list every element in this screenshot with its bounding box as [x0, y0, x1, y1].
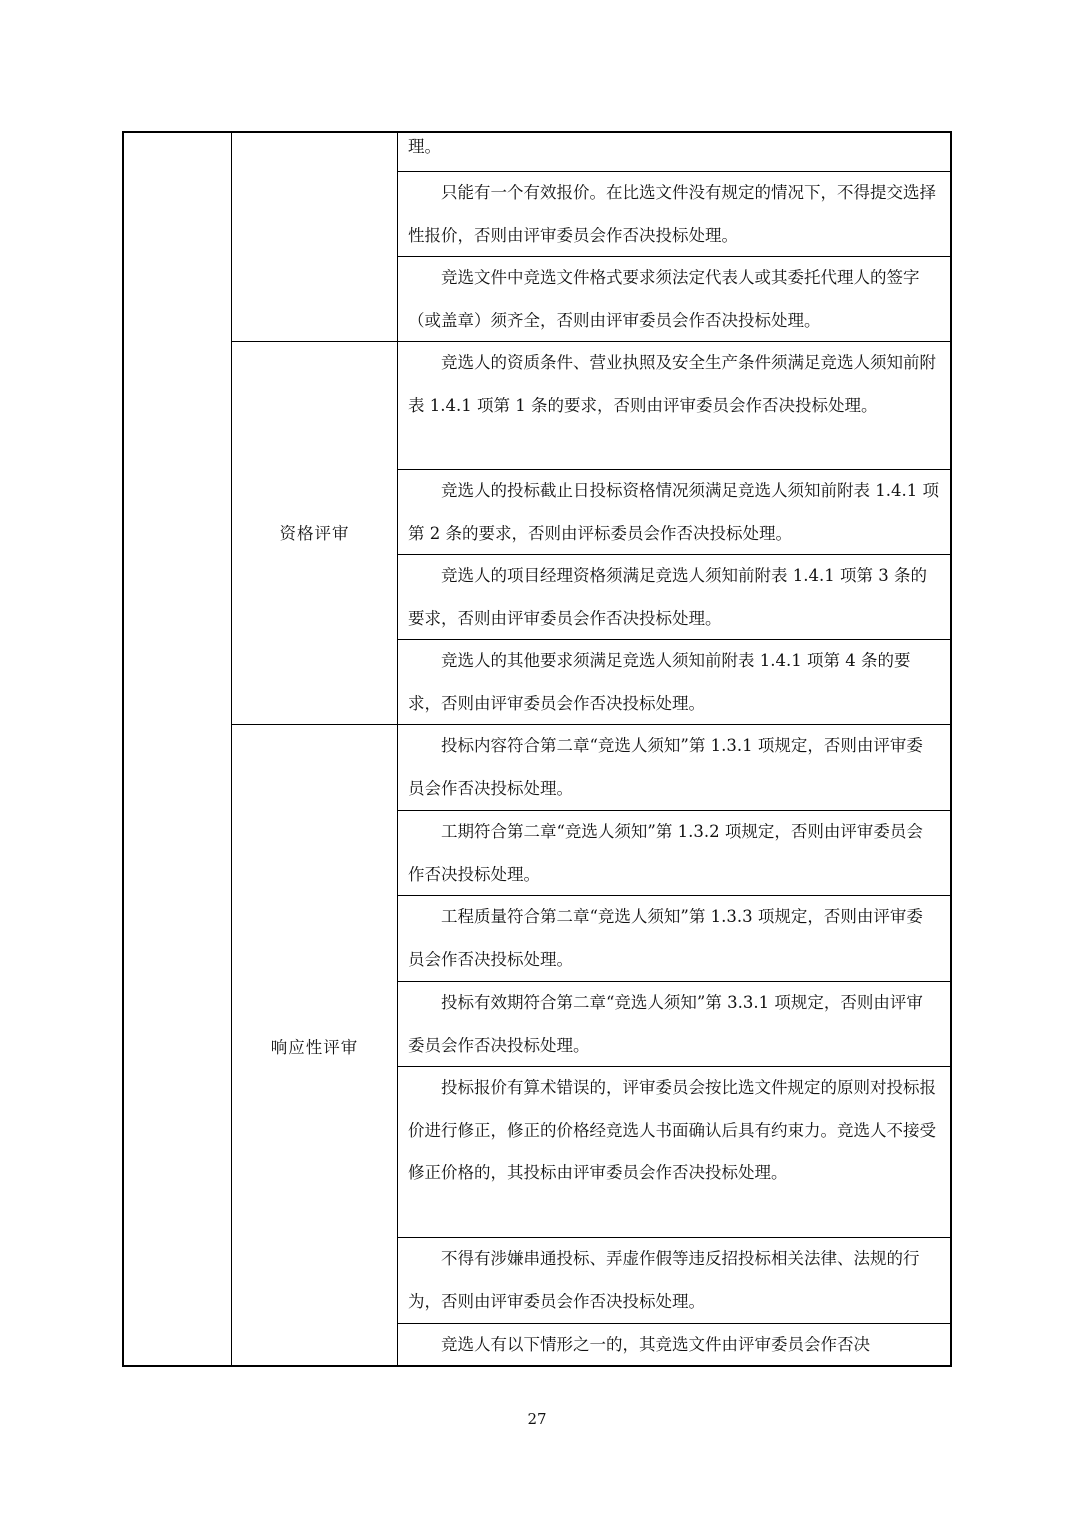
table-row: 工程质量符合第二章“竞选人须知”第 1.3.3 项规定，否则由评审委员会作否决投标处理。 — [408, 907, 923, 969]
page-number: 27 — [527, 1410, 547, 1428]
table-row: 竞选人的资质条件、营业执照及安全生产条件须满足竞选人须知前附表 1.4.1 项第 1 条的要求，否则由评审委员会作否决投标处理。 — [408, 353, 936, 415]
category-qualification-review: 资格评审 — [279, 524, 350, 543]
table-row: 工期符合第二章“竞选人须知”第 1.3.2 项规定，否则由评审委员会作否决投标处理。 — [408, 822, 923, 884]
table-row: 投标内容符合第二章“竞选人须知”第 1.3.1 项规定，否则由评审委员会作否决投标处理。 — [408, 736, 923, 798]
table-row: 只能有一个有效报价。在比选文件没有规定的情况下，不得提交选择性报价，否则由评审委员会作否决投标处理。 — [408, 183, 936, 245]
evaluation-table — [122, 131, 952, 1367]
table-row: 投标报价有算术错误的，评审委员会按比选文件规定的原则对投标报价进行修正，修正的价格经竞选人书面确认后具有约束力。竞选人不接受修正价格的，其投标由评审委员会作否决投标处理。 — [408, 1078, 936, 1182]
table-row: 不得有涉嫌串通投标、弄虚作假等违反招投标相关法律、法规的行为，否则由评审委员会作否决投标处理。 — [408, 1249, 920, 1311]
table-row: 竞选人的项目经理资格须满足竞选人须知前附表 1.4.1 项第 3 条的要求，否则由评审委员会作否决投标处理。 — [408, 566, 927, 628]
table-row: 竞选人的投标截止日投标资格情况须满足竞选人须知前附表 1.4.1 项第 2 条的要求，否则由评标委员会作否决投标处理。 — [408, 481, 939, 543]
table-row: 竞选人有以下情形之一的，其竞选文件由评审委员会作否决 — [441, 1335, 870, 1354]
table-row: 竞选文件中竞选文件格式要求须法定代表人或其委托代理人的签字（或盖章）须齐全，否则由评审委员会作否决投标处理。 — [408, 268, 920, 330]
category-responsiveness-review: 响应性评审 — [270, 1038, 359, 1057]
table-row: 理。 — [408, 137, 441, 156]
table-row: 投标有效期符合第二章“竞选人须知”第 3.3.1 项规定，否则由评审委员会作否决投标处理。 — [408, 993, 923, 1055]
column-divider-1 — [231, 133, 232, 1365]
table-row: 竞选人的其他要求须满足竞选人须知前附表 1.4.1 项第 4 条的要求，否则由评审委员会作否决投标处理。 — [408, 651, 911, 713]
